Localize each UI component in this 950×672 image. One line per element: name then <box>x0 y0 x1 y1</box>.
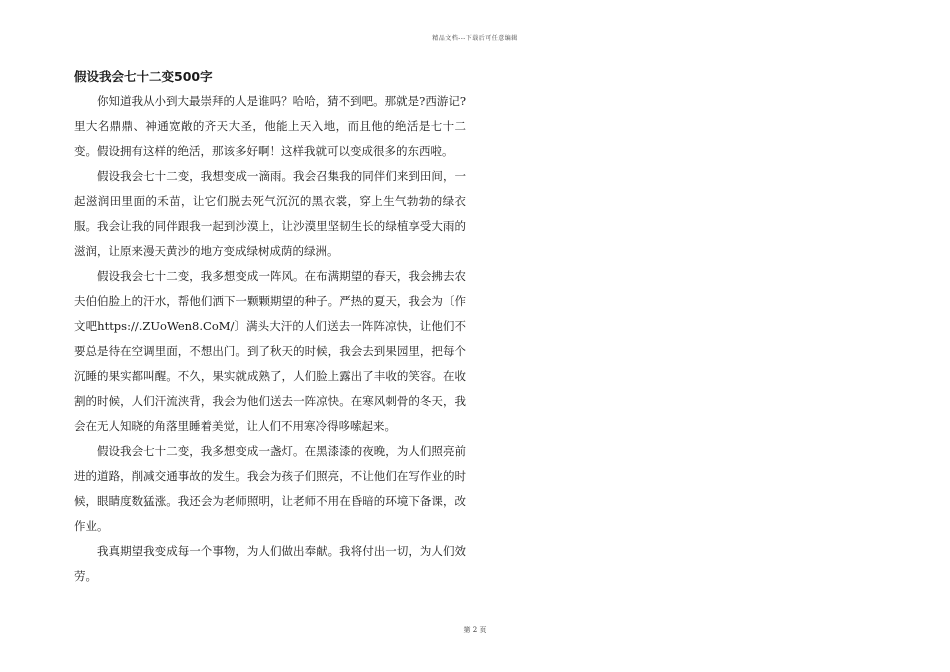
paragraph-4: 假设我会七十二变，我多想变成一盏灯。在黑漆漆的夜晚，为人们照亮前进的道路，削减交通事故的发生。我会为孩子们照亮，不让他们在写作业的时候，眼睛度数猛涨。我还会为老师照明，让老师不用在昏暗的环境下备课，改作业。 <box>74 444 466 533</box>
paragraph-1: 你知道我从小到大最崇拜的人是谁吗？哈哈，猜不到吧。那就是?西游记?里大名鼎鼎、神通宽敞的齐天大圣，他能上天入地，而且他的绝活是七十二变。假设拥有这样的绝活，那该多好啊！这样我就可以变成很多的东西啦。 <box>74 94 466 158</box>
document-title: 假设我会七十二变500字 <box>74 69 213 84</box>
paragraph-2: 假设我会七十二变，我想变成一滴雨。我会召集我的同伴们来到田间，一起滋润田里面的禾苗，让它们脱去死气沉沉的黑衣裳，穿上生气勃勃的绿衣服。我会让我的同伴跟我一起到沙漠上，让沙漠里坚韧生长的绿植享受大雨的滋润，让原来漫天黄沙的地方变成绿树成荫的绿洲。 <box>74 169 466 258</box>
paragraph-5: 我真期望我变成每一个事物，为人们做出奉献。我将付出一切，为人们效劳。 <box>74 544 466 583</box>
page-number: 第 2 页 <box>463 626 487 634</box>
page-header: 精品文档---下载后可任意编辑 <box>432 35 518 42</box>
paragraph-3: 假设我会七十二变，我多想变成一阵风。在布满期望的春天，我会拂去农夫伯伯脸上的汗水，帮他们洒下一颗颗期望的种子。严热的夏天，我会为〔作文吧https://.ZUoWen8.CoM/〕满头大汗的人们送去一阵阵凉快，让他们不要总是待在空调里面，不想出门。到了秋天的时候，我会去到果园里，把每个沉睡的果实都叫醒。不久，果实就成熟了，人们脸上露出了丰收的笑容。在收割的时候，人们汗流浃背，我会为他们送去一阵凉快。在寒风刺骨的冬天，我会在无人知晓的角落里睡着美觉，让人们不用寒冷得哆嗦起来。 <box>74 269 466 433</box>
document-body <box>74 89 466 589</box>
